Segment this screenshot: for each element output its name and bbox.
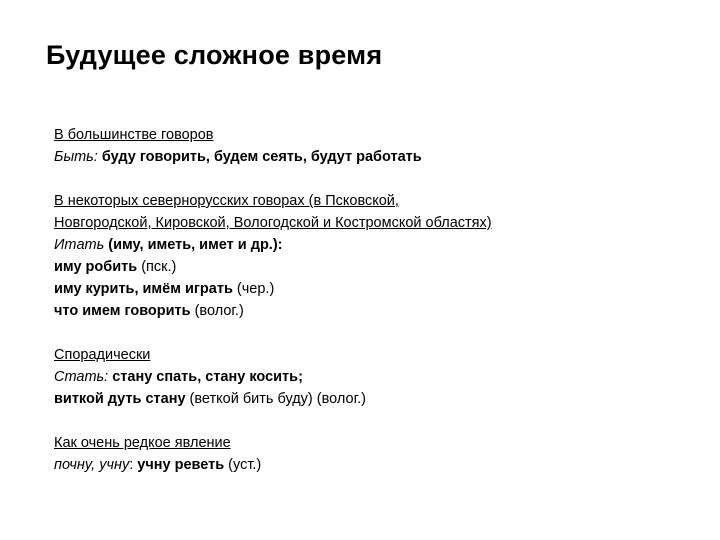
verb-label: почну, учну xyxy=(54,457,130,473)
block-heading: Спорадически xyxy=(54,347,151,363)
example-text: виткой дуть стану xyxy=(54,391,186,407)
gloss-label: (веткой бить буду) (волог.) xyxy=(189,391,366,407)
region-label: (волог.) xyxy=(194,303,244,319)
region-label: (пск.) xyxy=(141,259,177,275)
block-most-dialects xyxy=(54,124,694,168)
block-heading: В большинстве говоров xyxy=(54,127,214,143)
region-label: (чер.) xyxy=(236,281,275,297)
block-sporadic xyxy=(54,344,694,410)
block-heading-line-2: Новгородской, Кировской, Вологодской и Костромской областях) xyxy=(54,215,492,231)
colon: : xyxy=(129,457,134,473)
verb-forms: (иму, иметь, имет и др.): xyxy=(108,237,283,253)
verb-label: Иmать xyxy=(54,237,105,253)
example-text: буду говорить, будем сеять, будут работать xyxy=(101,149,422,165)
verb-forms-line xyxy=(54,234,694,256)
example-line xyxy=(54,278,694,300)
slide-title: Будущее сложное время xyxy=(46,40,383,70)
slide-content xyxy=(54,124,694,498)
example-line xyxy=(54,388,694,410)
example-line xyxy=(54,300,694,322)
example-line xyxy=(54,366,694,388)
example-text: иму робить xyxy=(54,259,138,275)
example-text: что имем говорить xyxy=(54,303,191,319)
verb-label: Быть: xyxy=(54,149,98,165)
block-northern-dialects xyxy=(54,190,694,322)
example-line xyxy=(54,256,694,278)
block-rare xyxy=(54,432,694,476)
example-text: учну реветь xyxy=(137,457,225,473)
region-label: (уст.) xyxy=(228,457,262,473)
example-line xyxy=(54,454,694,476)
block-heading-line-1: В некоторых севернорусских говорах (в Псковской, xyxy=(54,193,399,209)
block-heading: Как очень редкое явление xyxy=(54,435,231,451)
example-text: стану спать, стану косить; xyxy=(112,369,303,385)
verb-label: Стать: xyxy=(54,369,109,385)
example-line xyxy=(54,146,694,168)
example-text: иму курить, имём играть xyxy=(54,281,233,297)
